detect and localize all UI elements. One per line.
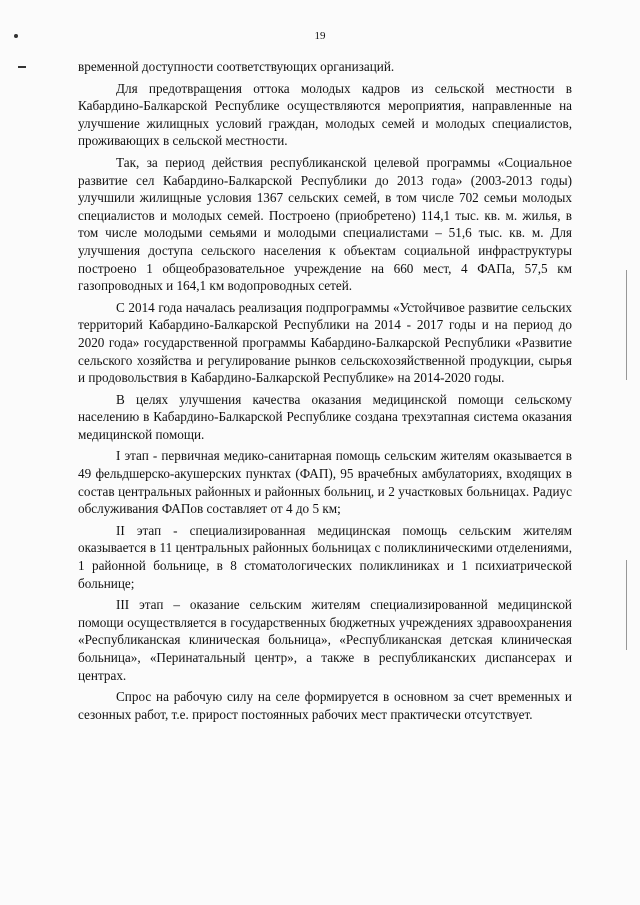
paragraph: I этап - первичная медико-санитарная помощь сельским жителям оказывается в 49 фельдшерско-акушерских пунктах (ФАП), 95 врачебных амбулаториях, входящих в состав центральных районных и районных больниц, и 2 участковых больницах. Радиус обслуживания ФАПов составляет от 4 до 5 км; (78, 448, 572, 517)
paragraph: II этап - специализированная медицинская помощь сельским жителям оказывается в 11 центральных районных больницах с поликлиническими отделениями, 1 районной больнице, в 8 стоматологических поликлиниках и 1 психиатрической больнице; (78, 522, 572, 591)
paragraph: В целях улучшения качества оказания медицинской помощи сельскому населению в Кабардино-Балкарской Республике создана трехэтапная система оказания медицинской помощи. (78, 391, 572, 442)
scan-mark-dot (14, 34, 18, 38)
paragraph: Для предотвращения оттока молодых кадров из сельской местности в Кабардино-Балкарской Республике осуществляются мероприятия, направленные на улучшение жилищных условий граждан, молодых семей и молодых специалистов, проживающих в сельской местности. (78, 80, 572, 149)
scan-edge-line (626, 270, 627, 380)
document-body (78, 58, 572, 727)
scan-edge-line (626, 560, 627, 650)
page-number: 19 (314, 30, 326, 42)
paragraph: Так, за период действия республиканской целевой программы «Социальное развитие сел Кабардино-Балкарской Республики до 2013 года» (2003-2013 годы) улучшили жилищные условия 1367 сельских семей, в том числе 702 семьи молодых специалистов и молодых семей. Построено (приобретено) 114,1 тыс. кв. м. жилья, в том числе молодыми семьями и молодыми специалистами – 51,6 тыс. кв. м. Для улучшения доступа сельского населения к объектам социальной инфраструктуры построено 1 общеобразовательное учреждение на 660 мест, 4 ФАПа, 57,5 км газопроводных и 164,1 км водопроводных сетей. (78, 154, 572, 294)
scan-mark-dots (18, 66, 26, 68)
paragraph: III этап – оказание сельским жителям специализированной медицинской помощи осуществляется в государственных бюджетных учреждениях здравоохранения «Республиканская клиническая больница», «Республиканская детская клиническая больница», «Перинатальный центр», а также в республиканских диспансерах и центрах. (78, 597, 572, 683)
paragraph: временной доступности соответствующих организаций. (78, 59, 395, 74)
paragraph: Спрос на рабочую силу на селе формируется в основном за счет временных и сезонных работ, т.е. прирост постоянных рабочих мест практически отсутствует. (78, 689, 572, 722)
paragraph: С 2014 года началась реализация подпрограммы «Устойчивое развитие сельских территорий Кабардино-Балкарской Республики на 2014 - 2017 годы и на период до 2020 года» государственной программы Кабардино-Балкарской Республики «Развитие сельского хозяйства и регулирование рынков сельскохозяйственной продукции, сырья и продовольствия в Кабардино-Балкарской Республике» на 2014-2020 годы. (78, 299, 572, 386)
